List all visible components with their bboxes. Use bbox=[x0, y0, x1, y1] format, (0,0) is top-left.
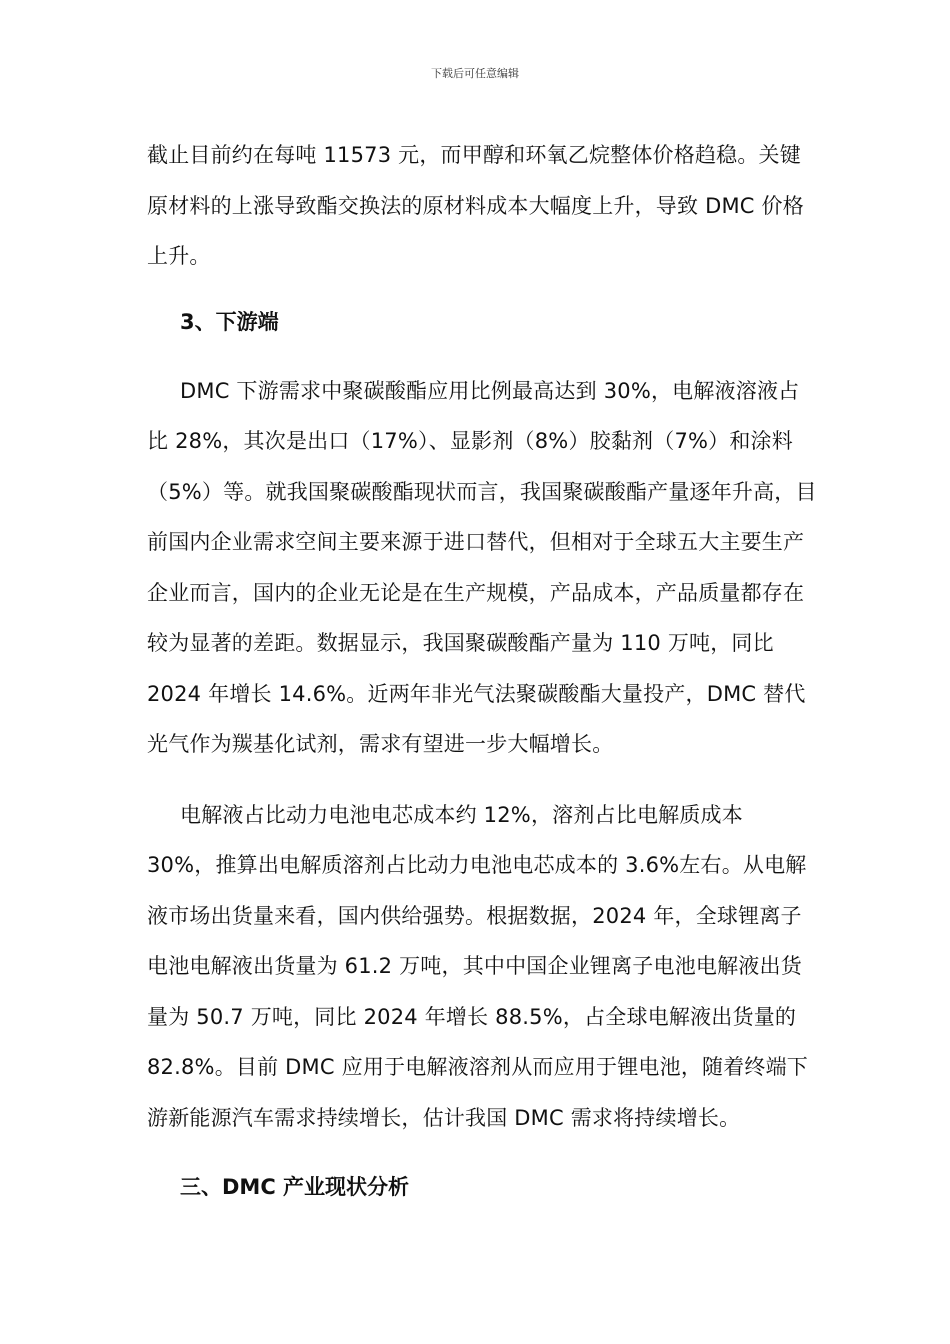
page-header-note: 下载后可任意编辑 bbox=[431, 67, 519, 80]
section-heading-industry-status: 三、DMC 产业现状分析 bbox=[180, 1175, 410, 1199]
section-heading-downstream: 3、下游端 bbox=[180, 309, 279, 334]
document-body bbox=[147, 130, 817, 1212]
paragraph-raw-material-cost: 截止目前约在每吨 11573 元，而甲醇和环氧乙烷整体价格趋稳。关键原材料的上涨导致酯交换法的原材料成本大幅度上升，导致 DMC 价格上升。 bbox=[147, 143, 804, 268]
paragraph-electrolyte-market: 电解液占比动力电池电芯成本约 12%，溶剂占比电解质成本 30%，推算出电解质溶剂占比动力电池电芯成本的 3.6%左右。从电解液市场出货量来看，国内供给强势。根据数据，2024 年，全球锂离子电池电解液出货量为 61.2 万吨，其中中国企业锂离子电池电解液出货量为 50.7 万吨，同比 2024 年增长 88.5%，占全球电解液出货量的 82.8%。目前 DMC 应用于电解液溶剂从而应用于锂电池，随着终端下游新能源汽车需求持续增长，估计我国 DMC 需求将持续增长。 bbox=[147, 802, 809, 1130]
paragraph-downstream-demand: DMC 下游需求中聚碳酸酯应用比例最高达到 30%，电解液溶液占比 28%，其次是出口（17%）、显影剂（8%）胶黏剂（7%）和涂料（5%）等。就我国聚碳酸酯现状而言，我国聚碳酸酯产量逐年升高，目前国内企业需求空间主要来源于进口替代，但相对于全球五大主要生产企业而言，国内的企业无论是在生产规模，产品成本，产品质量都存在较为显著的差距。数据显示，我国聚碳酸酯产量为 110 万吨，同比 2024 年增长 14.6%。近两年非光气法聚碳酸酯大量投产，DMC 替代光气作为羰基化试剂，需求有望进一步大幅增长。 bbox=[147, 378, 817, 756]
